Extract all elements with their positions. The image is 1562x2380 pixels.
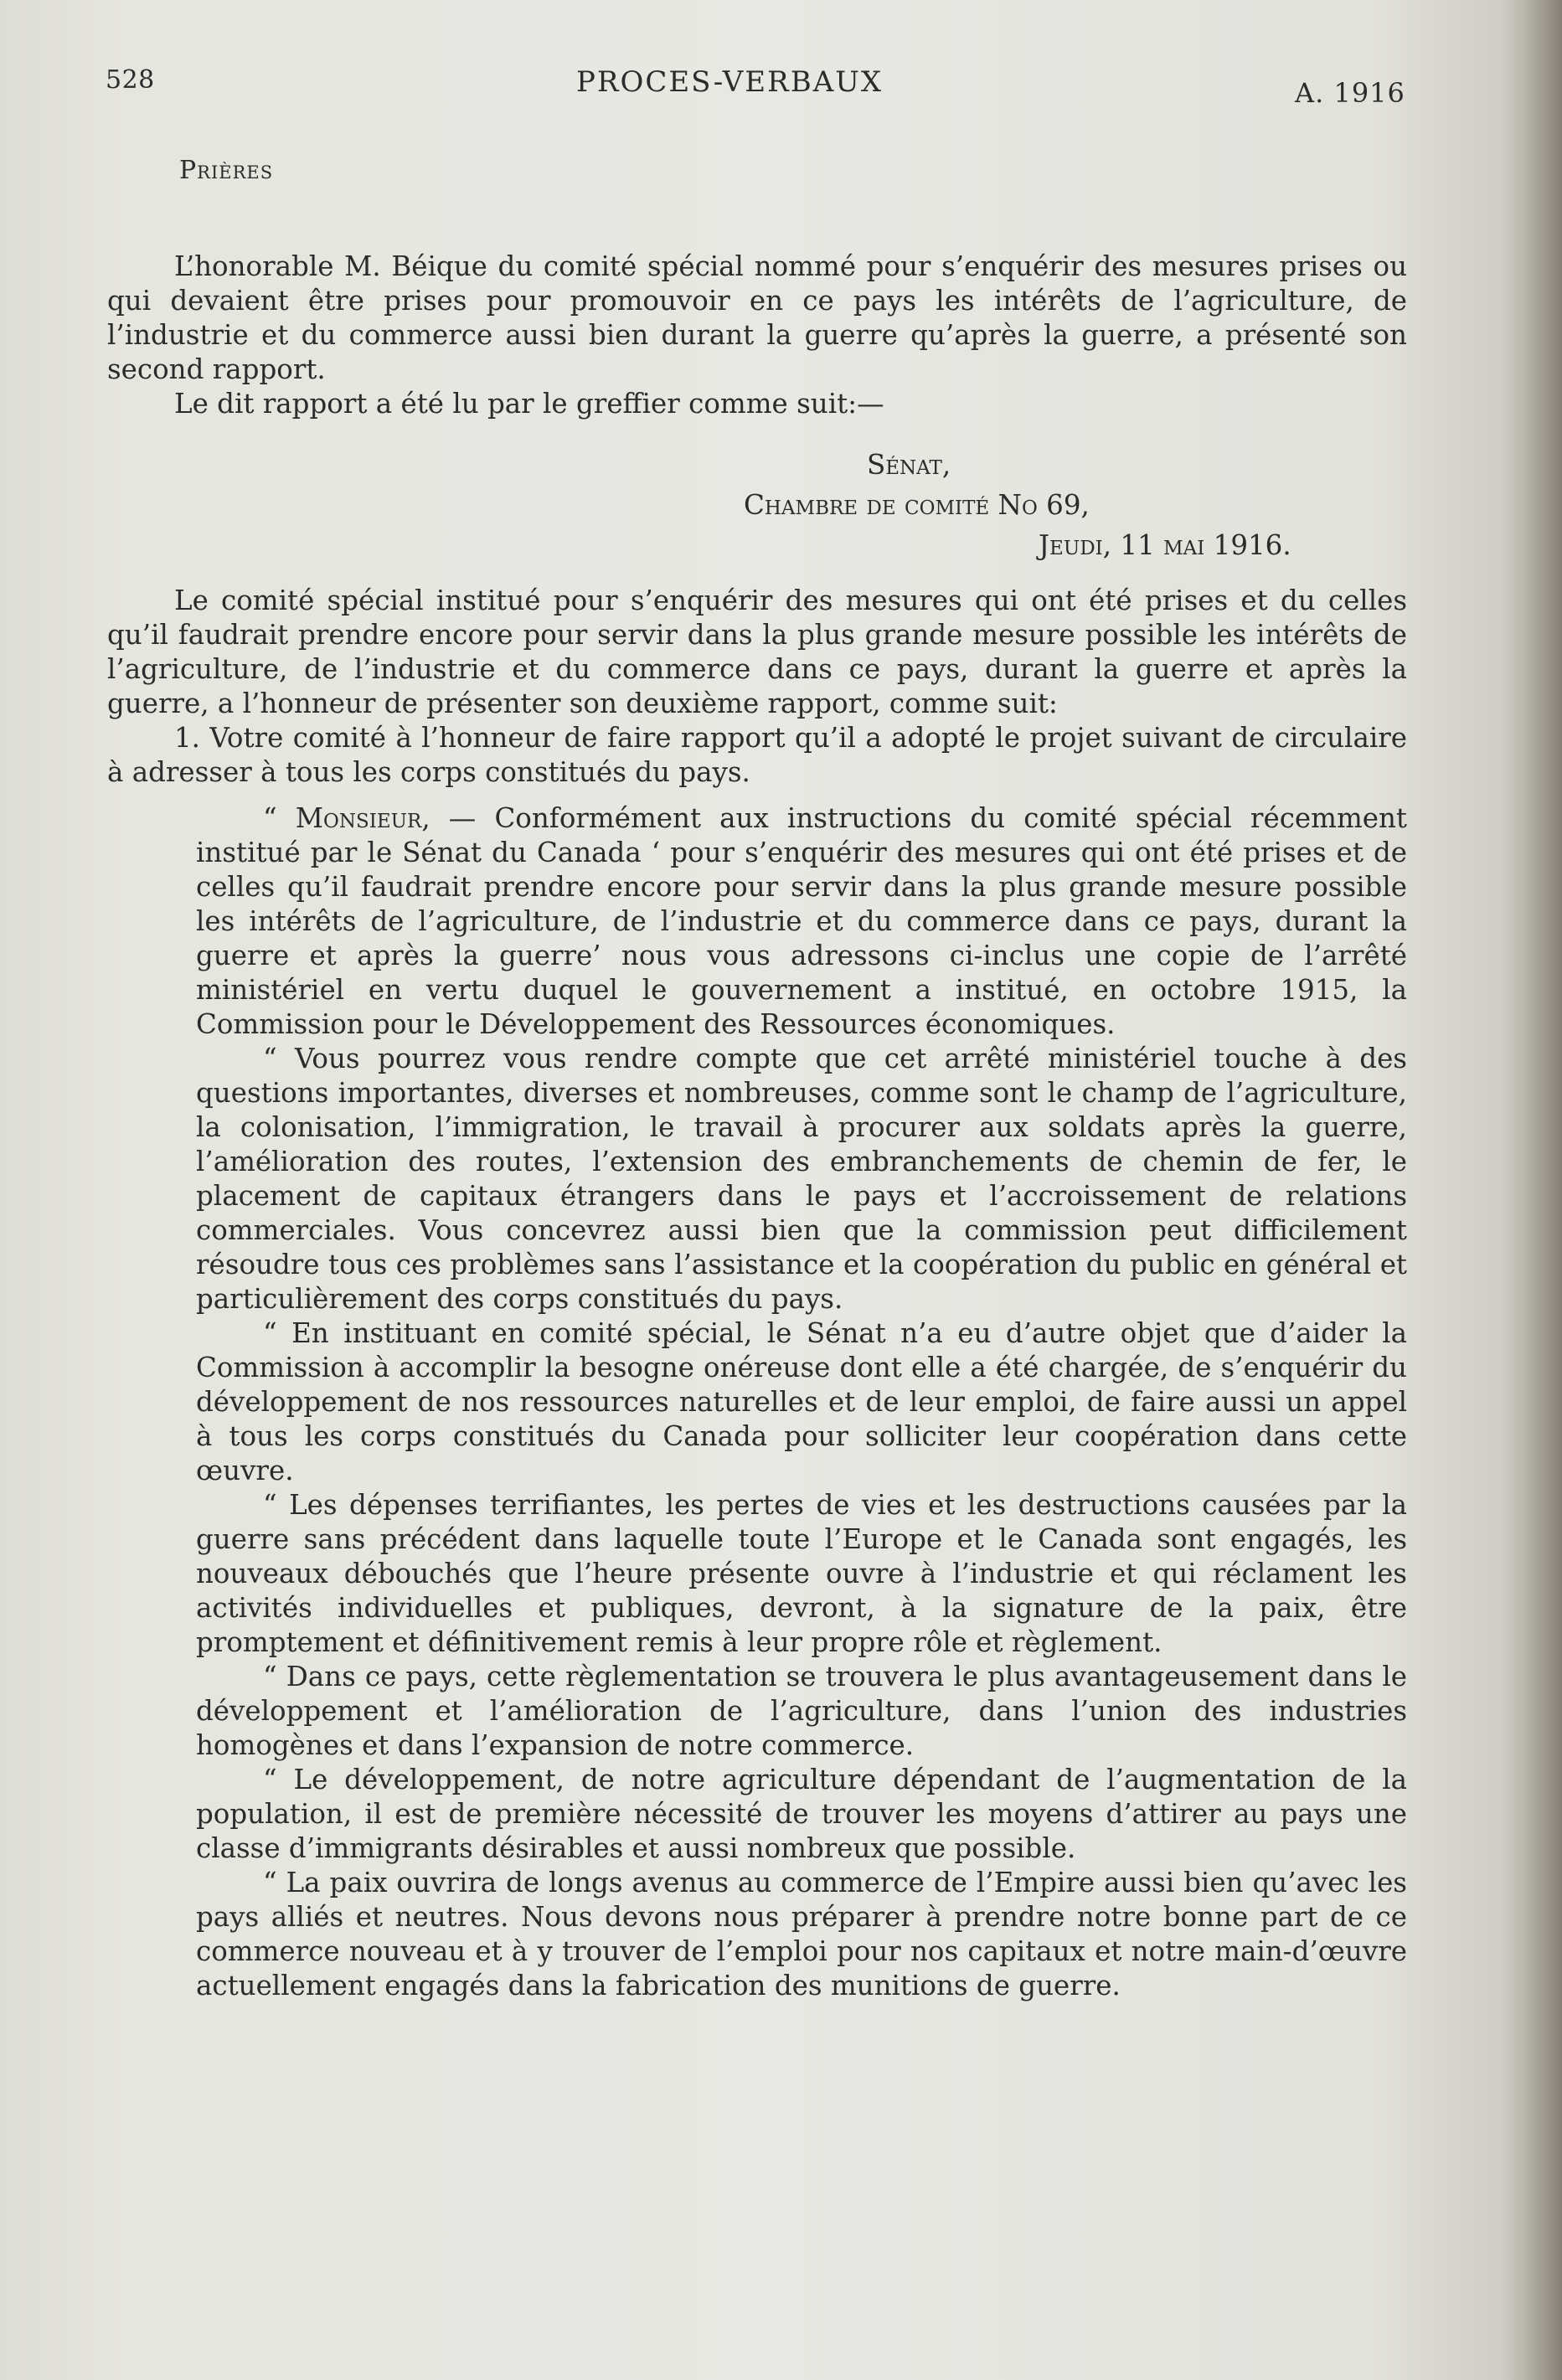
report-intro: Le comité spécial institué pour s’enquérir des mesures qui ont été prises et du celles qu’il faudrait prendre encore pour servir dans la plus grande mesure possible les intérêts de l’agriculture, de l’industrie et du commerce dans ce pays, durant la guerre et après la guerre, a l’honneur de présenter son deuxième rapport, comme suit: [107,585,1407,719]
page-number: 528 [106,65,155,95]
running-year: A. 1916 [1295,77,1405,109]
running-title: PROCES-VERBAUX [576,65,884,99]
report-item-1: 1. Votre comité à l’honneur de faire rapport qu’il a adopté le projet suivant de circulaire à adresser à tous les corps constitués du pays. [107,722,1407,788]
dateline-date: Jeudi, 11 mai 1916. [1039,529,1291,561]
dateline [107,445,1407,565]
opening-paragraph: L’honorable M. Béique du comité spécial nommé pour s’enquérir des mesures prises ou qui devaient être prises pour promouvoir en ce pays les intérêts de l’agriculture, de l’industrie et du commerce aussi bien durant la guerre qu’après la guerre, a présenté son second rapport. [107,250,1407,385]
reading-note: Le dit rapport a été lu par le greffier comme suit:— [174,388,884,420]
dateline-senate: Sénat, [867,449,951,481]
circular-paragraph-2: “ Vous pourrez vous rendre compte que cet arrêté ministériel touche à des questions importantes, diverses et nombreuses, comme sont le champ de l’agriculture, la colonisation, l’immigration, le travail à procurer aux soldats après la guerre, l’amélioration des routes, l’extension des embranchements de chemin de fer, le placement de capitaux étrangers dans le pays et l’accroissement de relations commerciales. Vous concevrez aussi bien que la commission peut difficilement résoudre tous ces problèmes sans l’assistance et la coopération du public en général et particulièrement des corps constitués du pays. [196,1043,1407,1315]
dateline-room: Chambre de comité No 69, [744,489,1090,521]
circular-paragraph-3: “ En instituant en comité spécial, le Sénat n’a eu d’autre objet que d’aider la Commission à accomplir la besogne onéreuse dont elle a été chargée, de s’enquérir du développement de nos ressources naturelles et de leur emploi, de faire aussi un appel à tous les corps constitués du Canada pour solliciter leur coopération dans cette œuvre. [196,1317,1407,1486]
running-header [0,65,1562,116]
circular-paragraph-5: “ Dans ce pays, cette règlementation se trouvera le plus avantageusement dans le développement et l’amélioration de l’agriculture, dans l’union des industries homogènes et dans l’expansion de notre commerce. [196,1661,1407,1761]
circular-paragraph-1-body: — Conformément aux instructions du comité spécial récemment institué par le Sénat du Canada ‘ pour s’enquérir des mesures qui ont été prises et de celles qu’il faudrait prendre encore pour servir dans la plus grande mesure possible les intérêts de l’agriculture, de l’industrie et du commerce dans ce pays, durant la guerre et après la guerre’ nous vous adressons ci-inclus une copie de l’arrêté ministériel en vertu duquel le gouvernement a institué, en octobre 1915, la Commission pour le Développement des Ressources économiques. [196,802,1407,1040]
circular-paragraph-6: “ Le développement, de notre agriculture dépendant de l’augmentation de la population, il est de première nécessité de trouver les moyens d’attirer au pays une classe d’immigrants désirables et aussi nombreux que possible. [196,1764,1407,1864]
body-text [107,250,1407,2003]
circular-text [196,801,1407,2003]
circular-paragraph-4: “ Les dépenses terrifiantes, les pertes de vies et les destructions causées par la guerre sans précédent dans laquelle toute l’Europe et le Canada sont engagés, les nouveaux débouchés que l’heure présente ouvre à l’industrie et qui réclament les activités individuelles et publiques, devront, à la signature de la paix, être promptement et définitivement remis à leur propre rôle et règlement. [196,1489,1407,1658]
binding-edge [1503,0,1562,2380]
section-heading: Prières [179,156,274,185]
circular-paragraph-7: “ La paix ouvrira de longs avenus au commerce de l’Empire aussi bien qu’avec les pays alliés et neutres. Nous devons nous préparer à prendre notre bonne part de ce commerce nouveau et à y trouver de l’emploi pour nos capitaux et notre main-d’œuvre actuellement engagés dans la fabrication des munitions de guerre. [196,1867,1407,2001]
circular-paragraph-1 [196,801,1407,1042]
salutation: “ Monsieur, [263,802,430,834]
